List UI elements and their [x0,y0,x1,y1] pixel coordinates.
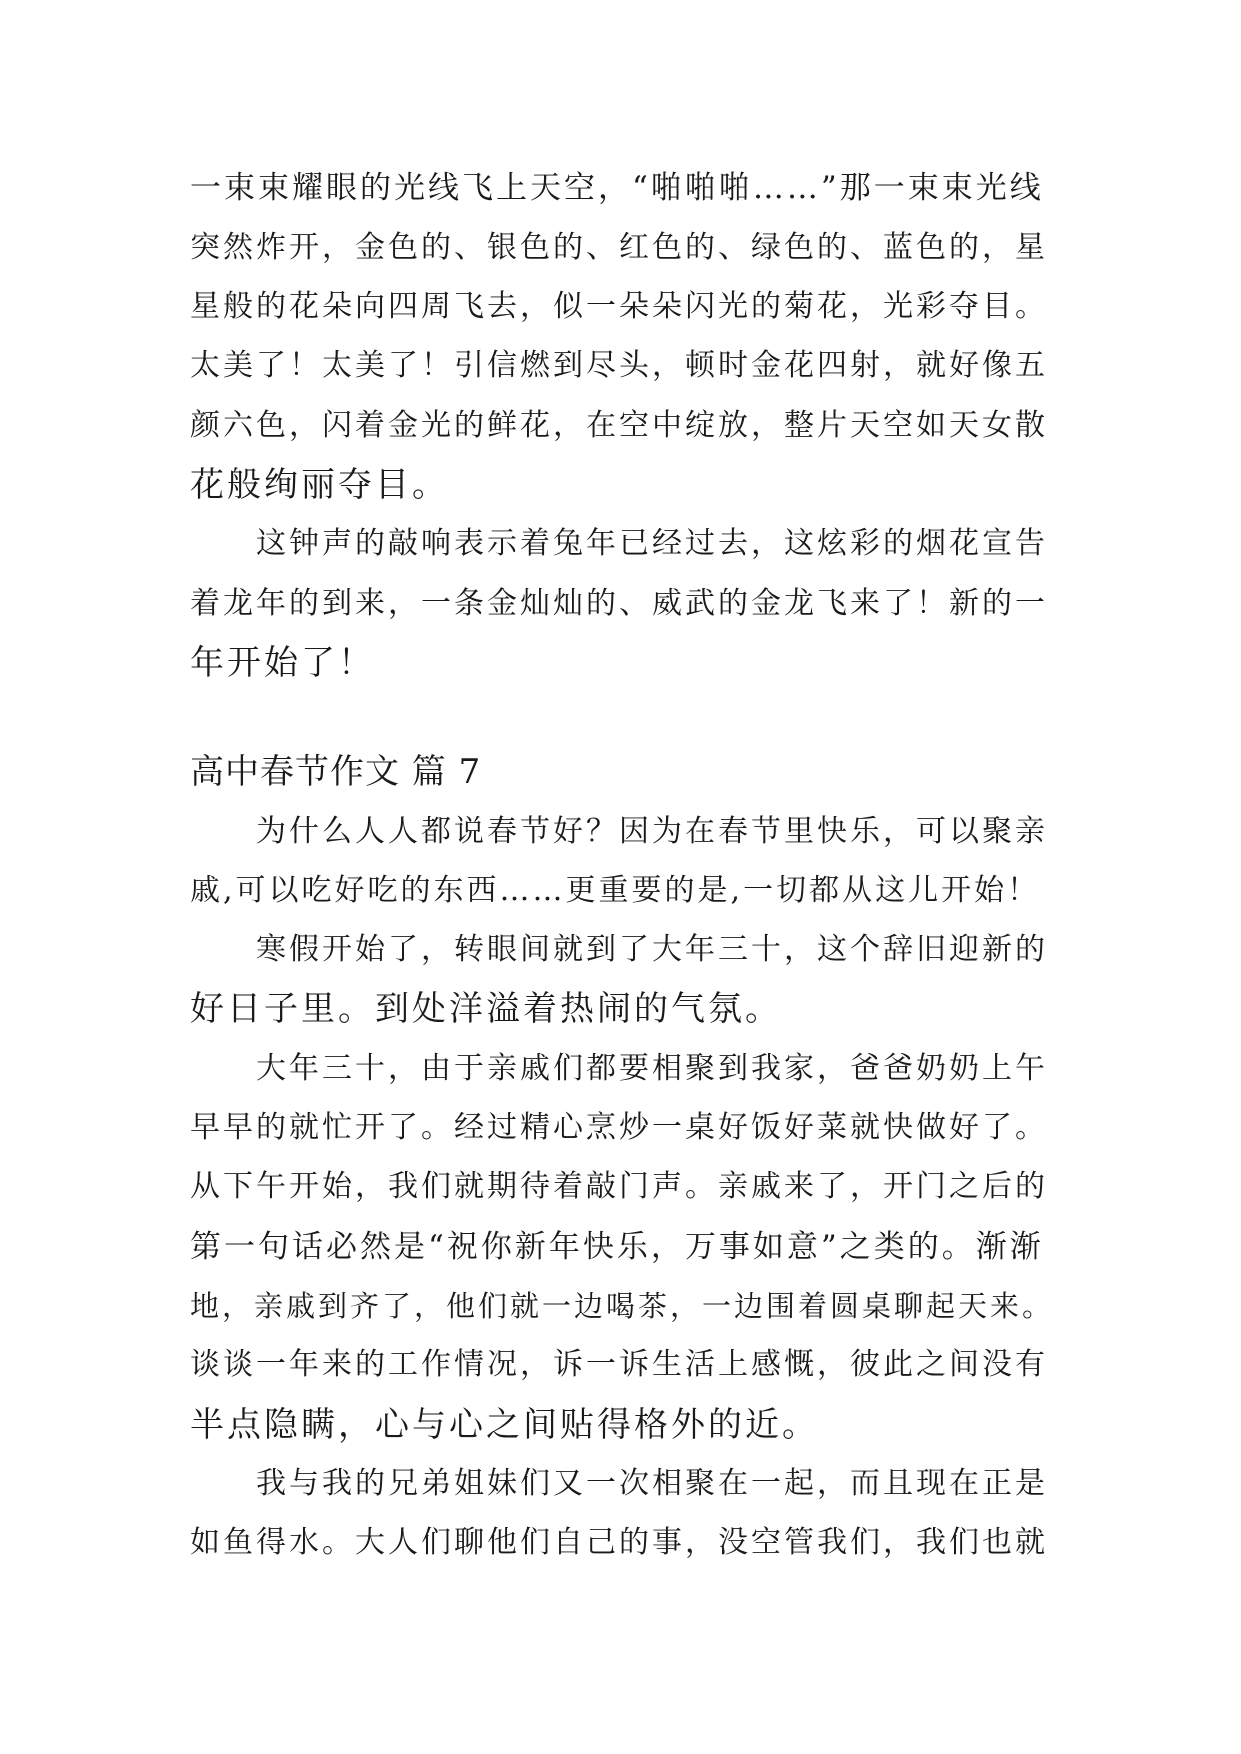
text-line: 这钟声的敲响表示着兔年已经过去，这炫彩的烟花宣告 [256,526,1048,561]
text-line: 早早的就忙开了。经过精心烹炒一桌好饭好菜就快做好了。 [190,1110,1048,1145]
text-line: 如鱼得水。大人们聊他们自己的事，没空管我们，我们也就 [190,1525,1048,1560]
text-line: 突然炸开，金色的、银色的、红色的、绿色的、蓝色的，星 [190,230,1048,265]
text-line: 星般的花朵向四周飞去，似一朵朵闪光的菊花，光彩夺目。 [190,289,1048,324]
text-line: 戚,可以吃好吃的东西……更重要的是,一切都从这儿开始！ [190,873,1041,908]
text-line: 一束束耀眼的光线飞上天空，“啪啪啪……”那一束束光线 [190,170,1044,206]
text-line: 寒假开始了，转眼间就到了大年三十，这个辞旧迎新的 [256,932,1048,967]
text-line: 太美了！太美了！引信燃到尽头，顿时金花四射，就好像五 [190,348,1048,383]
text-line: 颜六色，闪着金光的鲜花，在空中绽放，整片天空如天女散 [190,408,1048,443]
text-line: 大年三十，由于亲戚们都要相聚到我家，爸爸奶奶上午 [256,1051,1048,1086]
text-line: 着龙年的到来，一条金灿灿的、威武的金龙飞来了！新的一 [190,586,1048,621]
text-line: 谈谈一年来的工作情况，诉一诉生活上感慨，彼此之间没有 [190,1347,1048,1382]
text-line: 半点隐瞒，心与心之间贴得格外的近。 [190,1405,819,1445]
text-line: 好日子里。到处洋溢着热闹的气氛。 [190,989,782,1029]
text-line: 我与我的兄弟姐妹们又一次相聚在一起，而且现在正是 [256,1466,1048,1501]
section-heading: 高中春节作文 篇 7 [190,752,482,792]
text-line: 为什么人人都说春节好？因为在春节里快乐，可以聚亲 [256,814,1048,849]
text-line: 年开始了！ [190,643,375,683]
text-line: 从下午开始，我们就期待着敲门声。亲戚来了，开门之后的 [190,1169,1048,1204]
text-line: 地，亲戚到齐了，他们就一边喝茶，一边围着圆桌聊起天来。 [190,1289,1055,1323]
text-line: 第一句话必然是“祝你新年快乐，万事如意”之类的。渐渐 [190,1229,1044,1265]
text-line: 花般绚丽夺目。 [190,465,449,505]
